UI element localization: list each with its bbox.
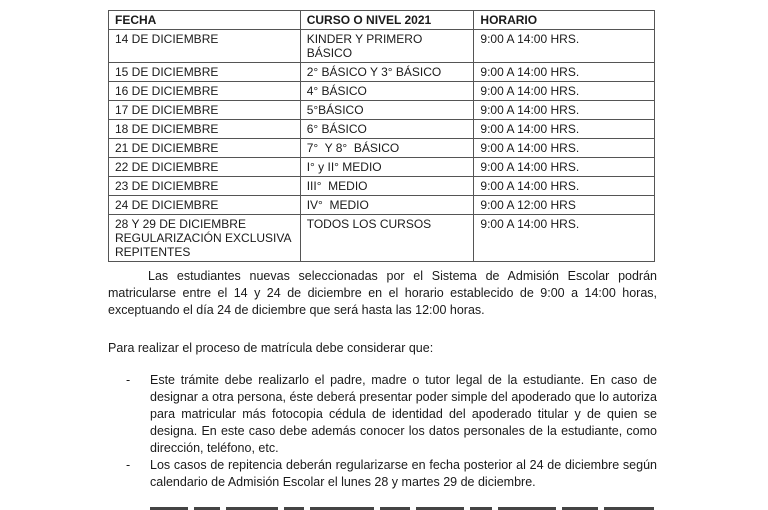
bullet-dash: - — [126, 373, 131, 387]
table-header-row — [109, 11, 655, 30]
table-row — [109, 158, 655, 177]
table-row — [109, 30, 655, 63]
bullet-dash: - — [126, 458, 131, 472]
header-curso: CURSO O NIVEL 2021 — [300, 11, 474, 30]
requirements-intro: Para realizar el proceso de matrícula debe considerar que: — [108, 341, 434, 355]
requirements-list — [126, 372, 657, 491]
table-row — [109, 196, 655, 215]
cell-curso: IV° MEDIO — [300, 196, 474, 215]
list-item — [126, 457, 657, 491]
cell-horario: 9:00 A 14:00 HRS. — [474, 215, 655, 262]
cell-fecha — [109, 215, 301, 262]
cell-fecha-line: 28 Y 29 DE DICIEMBRE — [115, 217, 246, 231]
cell-horario: 9:00 A 14:00 HRS. — [474, 177, 655, 196]
enrollment-schedule-table — [108, 10, 655, 262]
list-item-text: Este trámite debe realizarlo el padre, madre o tutor legal de la estudiante. En caso de designar a otra persona, éste deberá presentar poder simple del apoderado que lo autoriza para matricular más fotocopia cédula de identidad del apoderado titular y de quien se designa. En este caso debe además conocer los datos personales de la estudiante, como dirección, teléfono, etc. — [150, 373, 657, 455]
cell-curso: 6° BÁSICO — [300, 120, 474, 139]
header-horario: HORARIO — [474, 11, 655, 30]
cell-fecha: 23 DE DICIEMBRE — [109, 177, 301, 196]
list-item — [126, 372, 657, 457]
cell-fecha: 24 DE DICIEMBRE — [109, 196, 301, 215]
table-row — [109, 63, 655, 82]
clipped-text-fragment — [150, 503, 655, 510]
cell-curso: KINDER Y PRIMERO BÁSICO — [300, 30, 474, 63]
table-row — [109, 215, 655, 262]
cell-horario: 9:00 A 14:00 HRS. — [474, 82, 655, 101]
cell-fecha: 14 DE DICIEMBRE — [109, 30, 301, 63]
cell-fecha: 16 DE DICIEMBRE — [109, 82, 301, 101]
cell-curso: 7° Y 8° BÁSICO — [300, 139, 474, 158]
cell-horario: 9:00 A 14:00 HRS. — [474, 158, 655, 177]
cell-fecha: 21 DE DICIEMBRE — [109, 139, 301, 158]
cell-horario: 9:00 A 12:00 HRS — [474, 196, 655, 215]
cell-horario: 9:00 A 14:00 HRS. — [474, 63, 655, 82]
cell-curso: 4° BÁSICO — [300, 82, 474, 101]
table-row — [109, 101, 655, 120]
cell-curso: TODOS LOS CURSOS — [300, 215, 474, 262]
cell-fecha-line: REPITENTES — [115, 245, 191, 259]
cell-fecha-line: REGULARIZACIÓN EXCLUSIVA — [115, 231, 292, 245]
table-row — [109, 120, 655, 139]
header-fecha: FECHA — [109, 11, 301, 30]
cell-curso: 2° BÁSICO Y 3° BÁSICO — [300, 63, 474, 82]
cell-horario: 9:00 A 14:00 HRS. — [474, 101, 655, 120]
cell-fecha: 18 DE DICIEMBRE — [109, 120, 301, 139]
cell-curso: I° y II° MEDIO — [300, 158, 474, 177]
cell-fecha: 22 DE DICIEMBRE — [109, 158, 301, 177]
cell-horario: 9:00 A 14:00 HRS. — [474, 139, 655, 158]
cell-fecha: 15 DE DICIEMBRE — [109, 63, 301, 82]
list-item-text: Los casos de repitencia deberán regularizarse en fecha posterior al 24 de diciembre según calendario de Admisión Escolar el lunes 28 y martes 29 de diciembre. — [150, 458, 657, 489]
cell-curso: III° MEDIO — [300, 177, 474, 196]
cell-horario: 9:00 A 14:00 HRS. — [474, 120, 655, 139]
table-row — [109, 177, 655, 196]
cell-curso: 5°BÁSICO — [300, 101, 474, 120]
cell-horario: 9:00 A 14:00 HRS. — [474, 30, 655, 63]
table-row — [109, 82, 655, 101]
admission-paragraph: Las estudiantes nuevas seleccionadas por el Sistema de Admisión Escolar podrán matricularse entre el 14 y 24 de diciembre en el horario establecido de 9:00 a 14:00 horas, exceptuando el día 24 de diciembre que será hasta las 12:00 horas. — [108, 269, 657, 317]
cell-fecha: 17 DE DICIEMBRE — [109, 101, 301, 120]
table-row — [109, 139, 655, 158]
